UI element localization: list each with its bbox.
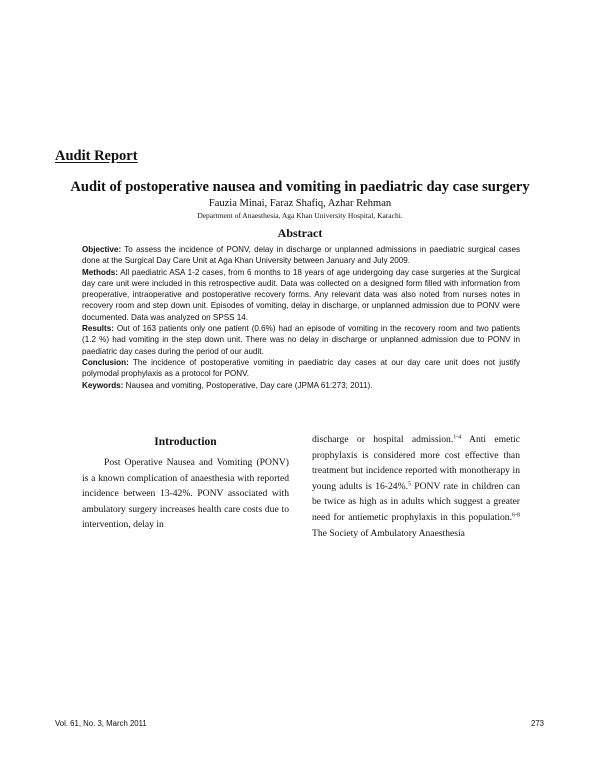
page-number: 273 [530,719,544,728]
intro-text-3: PONV rate in children can be twice as high as in adults which suggest a greater need for antiemetic prophylaxis in this population. [312,480,520,523]
abstract-results [82,323,520,357]
abstract-body [82,244,520,391]
authors: Fauzia Minai, Faraz Shafiq, Azhar Rehman [208,198,392,209]
introduction-heading: Introduction [154,436,217,448]
methods-text: All paediatric ASA 1-2 cases, from 6 months to 18 years of age undergoing day case surgeries at the Surgical day care unit were included in this retrospective audit. Data was collected on a designed form filled with information from preoperative, intraoperative and postoperative recovery forms. Any relevant data was also noted from nurses notes in recovery room and step down unit. Episodes of vomiting, delay in discharge, or unplanned admission due to PONV were documented. Data was analyzed on SPSS 14. [82,267,520,322]
intro-paragraph-right [312,432,520,541]
conclusion-label: Conclusion: [82,357,129,367]
results-text: Out of 163 patients only one patient (0.6%) had an episode of vomiting in the recovery room and two patients (1.2 %) had vomiting in the step down unit. There was no delay in discharge or unplanned admission due to PONV in paediatric day cases during the period of our audit. [82,324,520,356]
citation-ref-2: 5 [407,481,411,488]
journal-footer: Vol. 61, No. 3, March 2011 [55,719,147,728]
affiliation: Department of Anaesthesia, Aga Khan University Hospital, Karachi. [197,211,403,220]
abstract-keywords [82,380,520,391]
abstract-methods [82,267,520,323]
abstract-objective [82,244,520,267]
results-label: Results: [82,324,114,334]
abstract-heading: Abstract [277,226,323,240]
section-label: Audit Report [55,148,138,164]
intro-column-left [82,434,289,533]
intro-paragraph-left: Post Operative Nausea and Vomiting (PONV) is a known complication of anaesthesia with reported incidence between 13-42%. PONV associated with ambulatory surgery increases health care costs due to intervention, delay in [82,457,289,531]
objective-label: Objective: [82,245,122,254]
citation-ref-1: 1-4 [453,434,462,441]
keywords-label: Keywords: [82,380,124,390]
objective-text: To assess the incidence of PONV, delay in discharge or unplanned admissions in paediatric surgical cases done at the Surgical Day Care Unit at Aga Khan University between January and July 2009. [82,245,520,266]
abstract-conclusion [82,357,520,380]
methods-label: Methods: [82,267,118,277]
keywords-text: Nausea and vomiting, Postoperative, Day care (JPMA 61:273; 2011). [123,380,373,390]
intro-column-right [312,432,520,541]
conclusion-text: The incidence of postoperative vomiting in paediatric day cases at our day care unit does not justify polymodal prophylaxis as a protocol for PONV. [82,357,520,379]
intro-text-1: discharge or hospital admission. [312,434,454,445]
citation-ref-3: 6-8 [512,512,520,519]
intro-text-4: The Society of Ambulatory Anaesthesia [312,527,465,539]
intro-text-2: Anti emetic prophylaxis is considered more cost effective than treatment but incidence reported with monotherapy in young adults is 16-24%. [312,434,520,492]
article-title: Audit of postoperative nausea and vomiting in paediatric day case surgery [70,179,530,195]
